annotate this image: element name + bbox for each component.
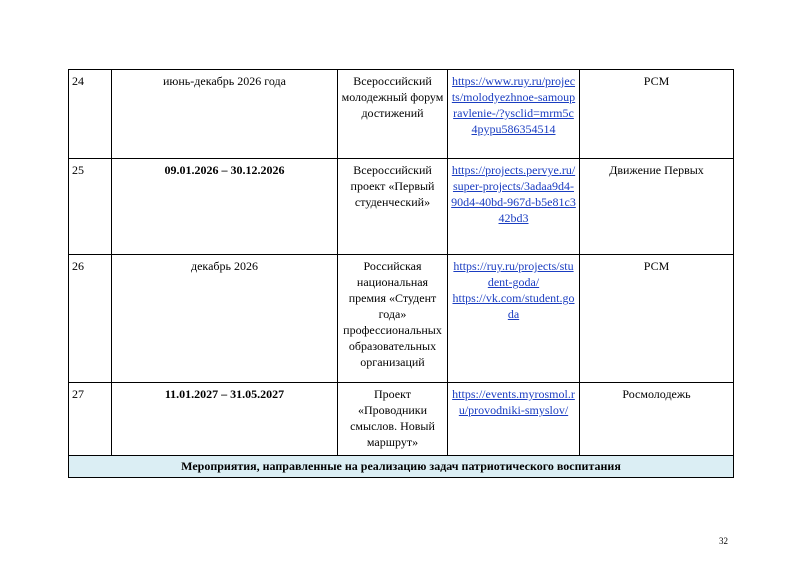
- table-row: [69, 70, 734, 159]
- row-number: 25: [69, 159, 112, 255]
- event-link[interactable]: https://www.ruy.ru/projects/molodyezhnoe-samoupravlenie-/?ysclid=mrm5c4pypu586354514: [451, 74, 576, 136]
- event-link[interactable]: https://ruy.ru/projects/student-goda/: [453, 259, 574, 289]
- row-event-name: Всероссийский молодежный форум достижений: [338, 70, 448, 159]
- events-table: [68, 69, 734, 478]
- table-row: [69, 383, 734, 456]
- section-heading: Мероприятия, направленные на реализацию задач патриотического воспитания: [69, 456, 734, 478]
- row-organizer: Росмолодежь: [580, 383, 734, 456]
- row-number: 24: [69, 70, 112, 159]
- row-link-cell: [448, 383, 580, 456]
- row-date: 09.01.2026 – 30.12.2026: [112, 159, 338, 255]
- row-number: 27: [69, 383, 112, 456]
- row-date: июнь-декабрь 2026 года: [112, 70, 338, 159]
- row-event-name: Российская национальная премия «Студент года» профессиональных образовательных организаций: [338, 255, 448, 383]
- row-organizer: РСМ: [580, 255, 734, 383]
- row-organizer: Движение Первых: [580, 159, 734, 255]
- row-organizer: РСМ: [580, 70, 734, 159]
- event-link[interactable]: https://projects.pervye.ru/super-projects/3adaa9d4-90d4-40bd-967d-b5e81c342bd3: [451, 163, 576, 225]
- row-number: 26: [69, 255, 112, 383]
- row-link-cell: [448, 255, 580, 383]
- page-number: 32: [719, 536, 728, 546]
- section-heading-row: [69, 456, 734, 478]
- row-event-name: Всероссийский проект «Первый студенческий»: [338, 159, 448, 255]
- event-link[interactable]: https://events.myrosmol.ru/provodniki-smyslov/: [452, 387, 575, 417]
- row-event-name: Проект «Проводники смыслов. Новый маршрут»: [338, 383, 448, 456]
- row-date: 11.01.2027 – 31.05.2027: [112, 383, 338, 456]
- table-row: [69, 255, 734, 383]
- table-row: [69, 159, 734, 255]
- row-date: декабрь 2026: [112, 255, 338, 383]
- row-link-cell: [448, 70, 580, 159]
- event-link-vk[interactable]: https://vk.com/student.goda: [452, 291, 575, 321]
- row-link-cell: [448, 159, 580, 255]
